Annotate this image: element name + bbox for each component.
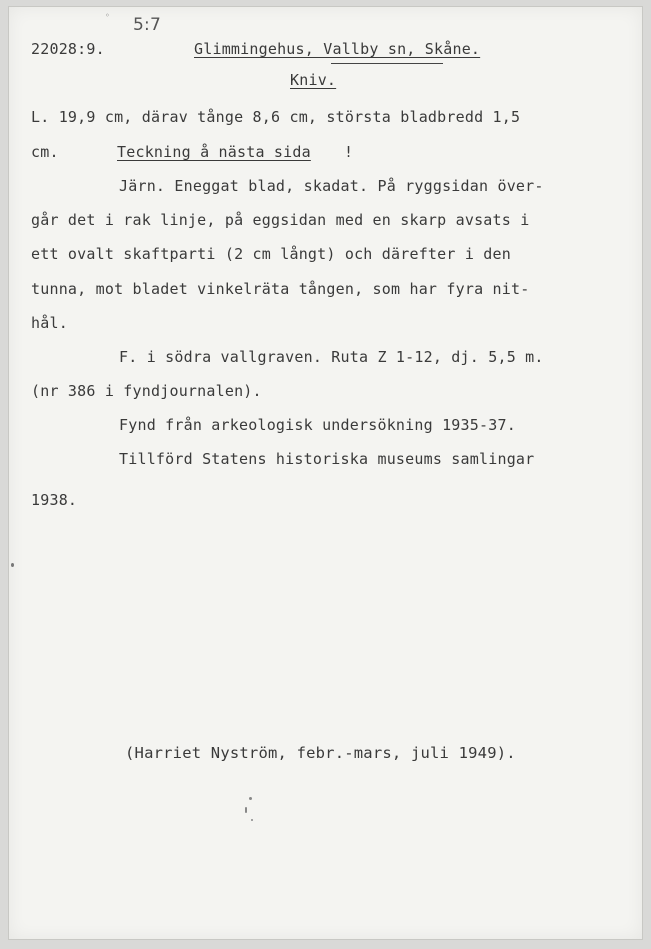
drawing-note-mark: ! bbox=[344, 143, 354, 161]
catalog-card bbox=[8, 6, 643, 940]
description-line-5: hål. bbox=[31, 314, 68, 332]
paper-speck bbox=[251, 819, 253, 821]
transfer-line-2: 1938. bbox=[31, 491, 78, 509]
pencil-mark: ◦ bbox=[105, 11, 110, 20]
transfer-line-1: Tillförd Statens historiska museums samlingar bbox=[119, 450, 535, 468]
location-underline-stroke bbox=[331, 63, 443, 64]
pencil-note: 5:7 bbox=[133, 15, 161, 35]
description-line-3: ett ovalt skaftparti (2 cm långt) och därefter i den bbox=[31, 245, 511, 263]
description-line-4: tunna, mot bladet vinkelräta tången, som har fyra nit- bbox=[31, 280, 530, 298]
paper-speck bbox=[245, 807, 247, 813]
measurements-line-2: cm. bbox=[31, 143, 59, 161]
inventory-number: 22028:9. bbox=[31, 40, 105, 58]
description-line-1: Järn. Eneggat blad, skadat. På ryggsidan över- bbox=[119, 177, 544, 195]
paper-speck bbox=[11, 563, 14, 567]
object-name: Kniv. bbox=[290, 71, 337, 89]
measurements-line-1: L. 19,9 cm, därav tånge 8,6 cm, största bladbredd 1,5 bbox=[31, 108, 521, 126]
paper-speck bbox=[249, 797, 252, 800]
description-line-2: går det i rak linje, på eggsidan med en skarp avsats i bbox=[31, 211, 530, 229]
find-location: Glimmingehus, Vallby sn, Skåne. bbox=[194, 40, 481, 58]
find-context-line-2: (nr 386 i fyndjournalen). bbox=[31, 382, 262, 400]
find-context-line-1: F. i södra vallgraven. Ruta Z 1-12, dj. 5,5 m. bbox=[119, 348, 544, 366]
excavation-note: Fynd från arkeologisk undersökning 1935-37. bbox=[119, 416, 516, 434]
cataloguer-signature: (Harriet Nyström, febr.-mars, juli 1949). bbox=[125, 744, 516, 762]
drawing-note: Teckning å nästa sida bbox=[117, 143, 311, 161]
